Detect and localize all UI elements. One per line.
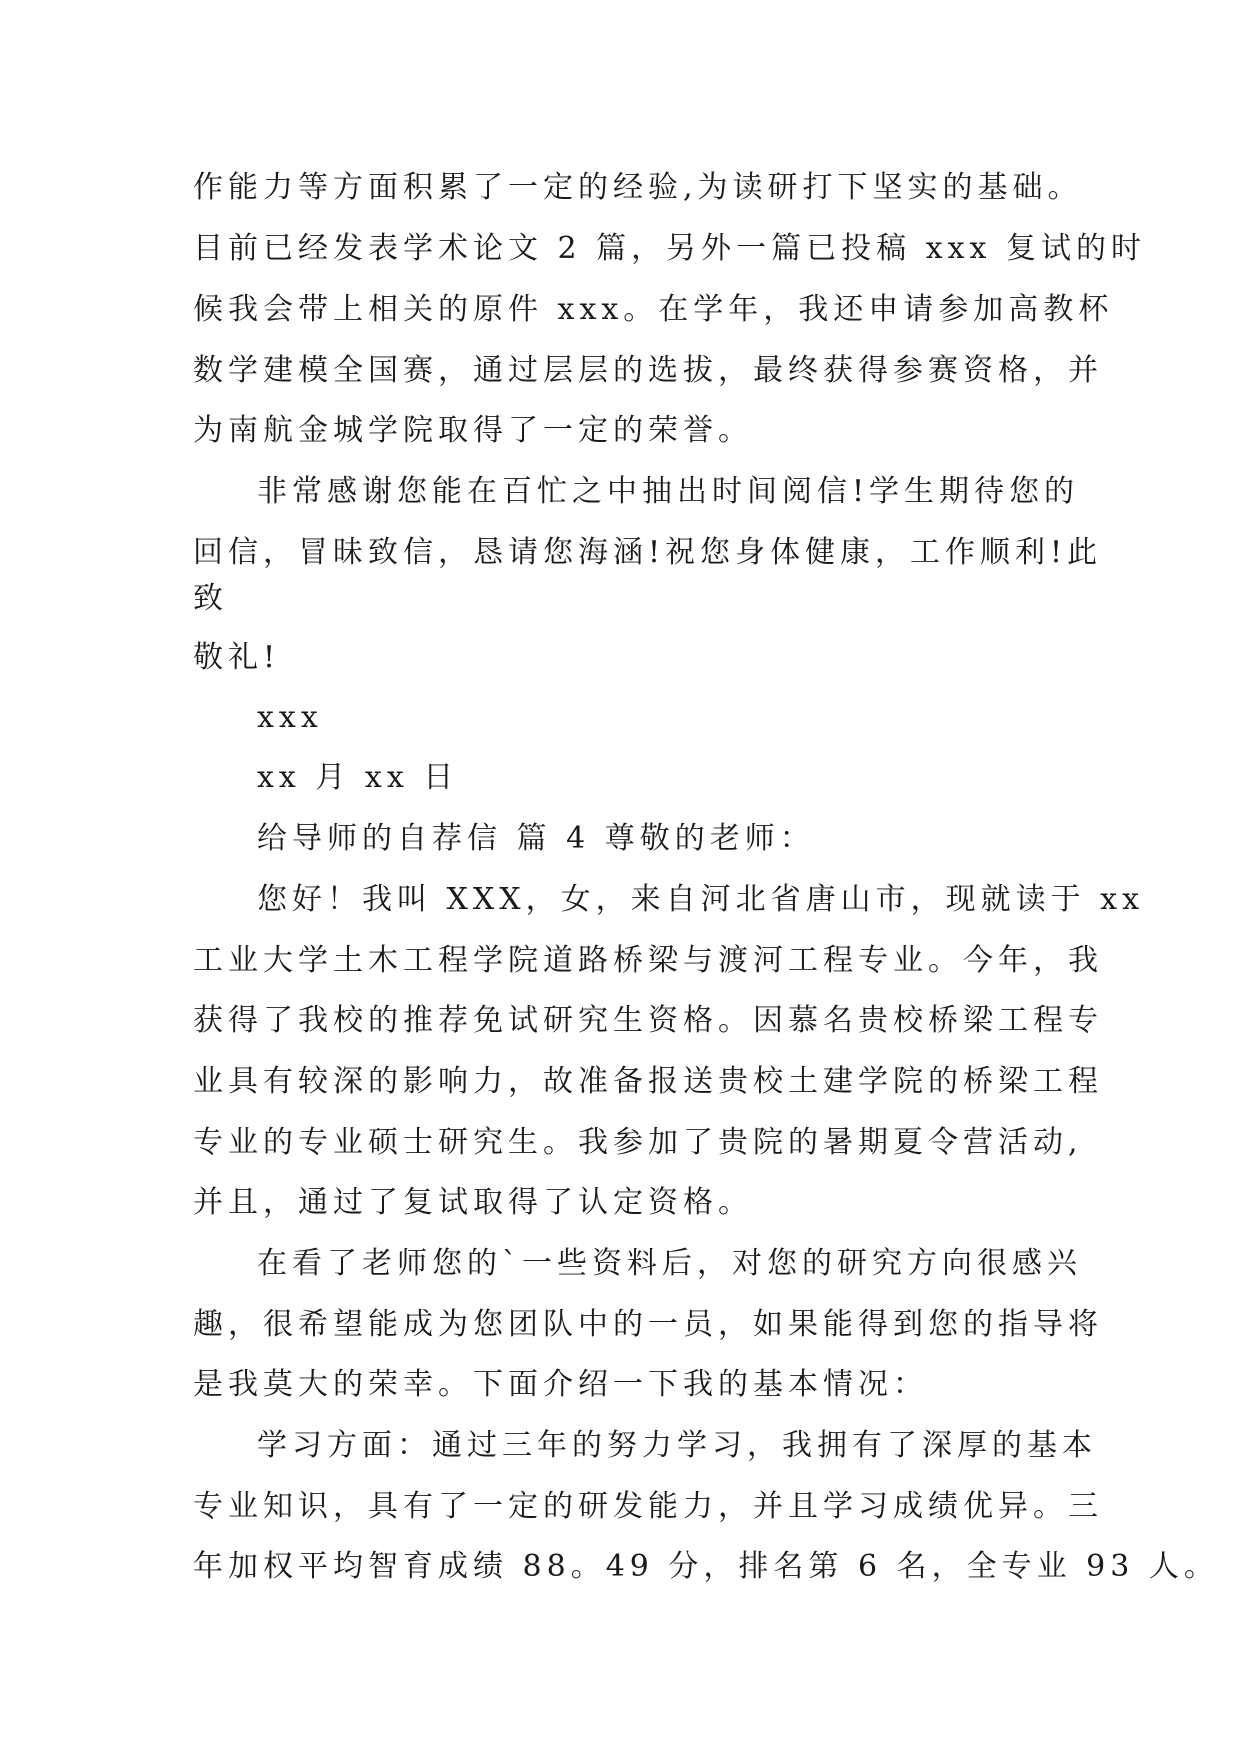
text-line: 作能力等方面积累了一定的经验,为读研打下坚实的基础。 [193, 170, 1083, 205]
text-line: 专业的专业硕士研究生。我参加了贵院的暑期夏令营活动, [193, 1125, 1083, 1160]
paragraph-first-line: 学习方面：通过三年的努力学习，我拥有了深厚的基本 [257, 1428, 1097, 1463]
section-heading: 给导师的自荐信 篇 4 尊敬的老师： [257, 821, 815, 856]
text-line: 专业知识，具有了一定的研发能力，并且学习成绩优异。三 [193, 1489, 1103, 1524]
paragraph-first-line: 在看了老师您的`一些资料后，对您的研究方向很感兴 [257, 1246, 1082, 1281]
text-line: 趣，很希望能成为您团队中的一员，如果能得到您的指导将 [193, 1307, 1103, 1342]
text-line: 是我莫大的荣幸。下面介绍一下我的基本情况： [193, 1367, 928, 1402]
signature-date: xx 月 xx 日 [257, 760, 459, 795]
closing-salutation: 敬礼! [193, 640, 281, 675]
text-line: 候我会带上相关的原件 xxx。在学年，我还申请参加高教杯 [193, 292, 1114, 327]
signature-name: xxx [257, 700, 323, 735]
text-line: 为南航金城学院取得了一定的荣誉。 [193, 413, 753, 448]
text-line: 获得了我校的推荐免试研究生资格。因慕名贵校桥梁工程专 [193, 1003, 1103, 1038]
text-line: 并且，通过了复试取得了认定资格。 [193, 1185, 753, 1220]
paragraph-first-line: 非常感谢您能在百忙之中抽出时间阅信!学生期待您的 [257, 474, 1080, 509]
text-line: 回信，冒昧致信，恳请您海涵!祝您身体健康，工作顺利!此 [193, 535, 1103, 570]
text-line: 年加权平均智育成绩 88。49 分，排名第 6 名，全专业 93 人。 [193, 1549, 1219, 1584]
text-line: 目前已经发表学术论文 2 篇，另外一篇已投稿 xxx 复试的时 [193, 231, 1146, 266]
text-line: 工业大学土木工程学院道路桥梁与渡河工程专业。今年，我 [193, 943, 1103, 978]
text-line: 致 [193, 581, 228, 616]
paragraph-first-line: 您好！我叫 XXX，女，来自河北省唐山市，现就读于 xx [257, 882, 1144, 917]
text-line: 数学建模全国赛，通过层层的选拔，最终获得参赛资格，并 [193, 353, 1103, 388]
text-line: 业具有较深的影响力，故准备报送贵校土建学院的桥梁工程 [193, 1064, 1103, 1099]
